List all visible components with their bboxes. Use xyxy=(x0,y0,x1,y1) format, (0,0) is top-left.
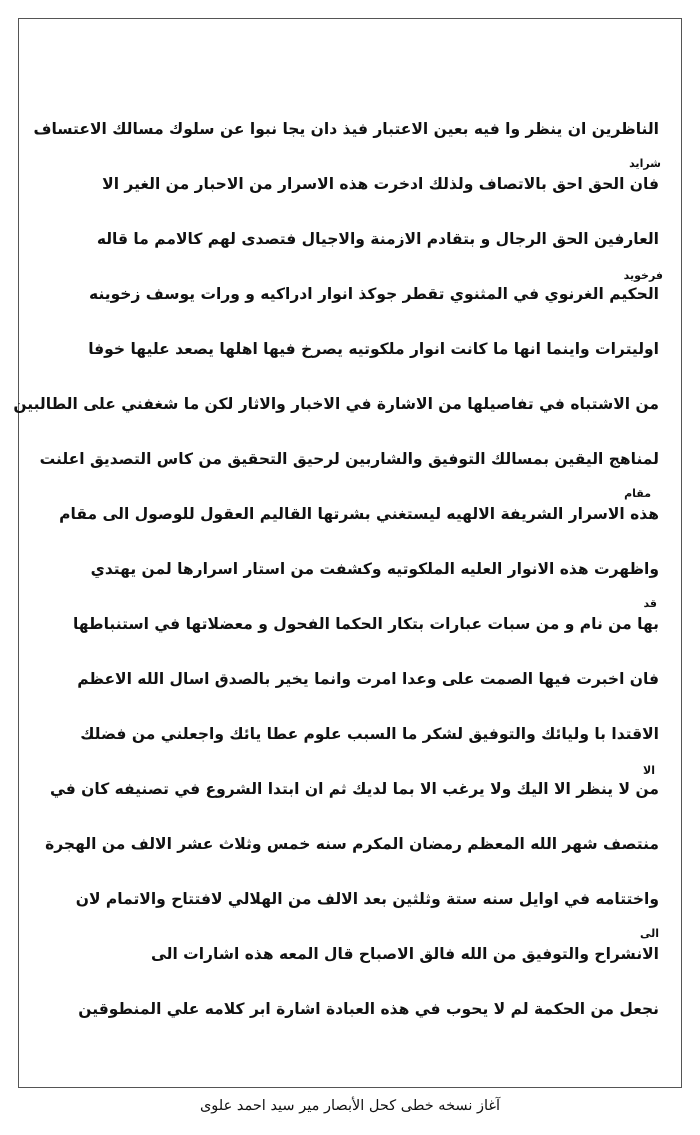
manuscript-line: اوليترات واينما انها ما كانت انوار ملكوتيه يصرخ فيها اهلها يصعد عليها خوفا xyxy=(88,340,659,358)
manuscript-line: نجعل من الحكمة لم لا يحوب في هذه العبادة اشارة ابر كلامه علي المنطوقين xyxy=(78,1000,659,1018)
marginal-gloss: شرايد xyxy=(629,157,661,170)
marginal-gloss: الا xyxy=(643,764,655,777)
manuscript-text-block xyxy=(13,119,663,1059)
manuscript-line: فان الحق احق بالاتصاف ولذلك ادخرت هذه الاسرار من الاحبار من الغير الا xyxy=(102,175,659,193)
manuscript-line: هذه الاسرار الشريفة الالهيه ليستغني بشرتها القاليم العقول للوصول الى مقام xyxy=(59,505,659,523)
manuscript-line: الاقتدا با وليائك والتوفيق لشكر ما السبب علوم عطا يائك واجعلني من فضلك xyxy=(80,725,659,743)
marginal-gloss: مقام xyxy=(624,487,651,500)
image-caption: آغاز نسخه خطی کحل الأبصار میر سید احمد علوی xyxy=(199,1098,501,1114)
manuscript-line: من الاشتباه في تفاصيلها من الاشارة في الاخبار والاثار لكن ما شغفني على الطالبين xyxy=(13,395,659,413)
manuscript-line: لمناهج اليقين بمسالك التوفيق والشاربين لرحيق التحقيق من كاس التصديق اعلنت xyxy=(39,450,659,468)
manuscript-line: من لا ينظر الا اليك ولا يرغب الا بما لديك ثم ان ابتدا الشروع في تصنيفه كان في xyxy=(49,780,659,798)
marginal-gloss: قد xyxy=(643,597,657,610)
manuscript-line: واختتامه في اوايل سنه ستة وثلثين بعد الالف من الهلالي لافتتاح والاتمام لان xyxy=(75,890,659,908)
marginal-gloss: فرخويد xyxy=(623,269,663,282)
manuscript-line: بها من نام و من سبات عبارات بتكار الحكما الفحول و معضلاتها في استنباطها xyxy=(72,615,659,633)
manuscript-line: منتصف شهر الله المعظم رمضان المكرم سنه خمس وثلاث عشر الالف من الهجرة xyxy=(45,835,659,853)
manuscript-line: الناظرين ان ينظر وا فيه بعين الاعتبار فيذ دان يجا نبوا عن سلوك مسالك الاعتساف xyxy=(33,120,659,138)
manuscript-line: واظهرت هذه الانوار العليه الملكوتيه وكشفت من استار اسرارها لمن يهتدي xyxy=(90,560,659,578)
marginal-gloss: الى xyxy=(639,927,659,940)
manuscript-line: الحكيم الغرنوي في المثنوي تقطر جوكذ انوار ادراكيه و ورات يوسف زخوينه xyxy=(89,285,659,303)
manuscript-page-frame xyxy=(13,18,682,1088)
manuscript-line: الانشراح والتوفيق من الله فالق الاصباح قال المعه هذه اشارات الى xyxy=(150,945,659,963)
manuscript-line: فان اخبرت فيها الصمت على وعدا امرت وانما يخير بالصدق اسال الله الاعظم xyxy=(77,670,659,688)
manuscript-line: العارفين الحق الرجال و بتقادم الازمنة والاجيال فتصدى لهم كالامم ما قاله xyxy=(96,230,659,248)
